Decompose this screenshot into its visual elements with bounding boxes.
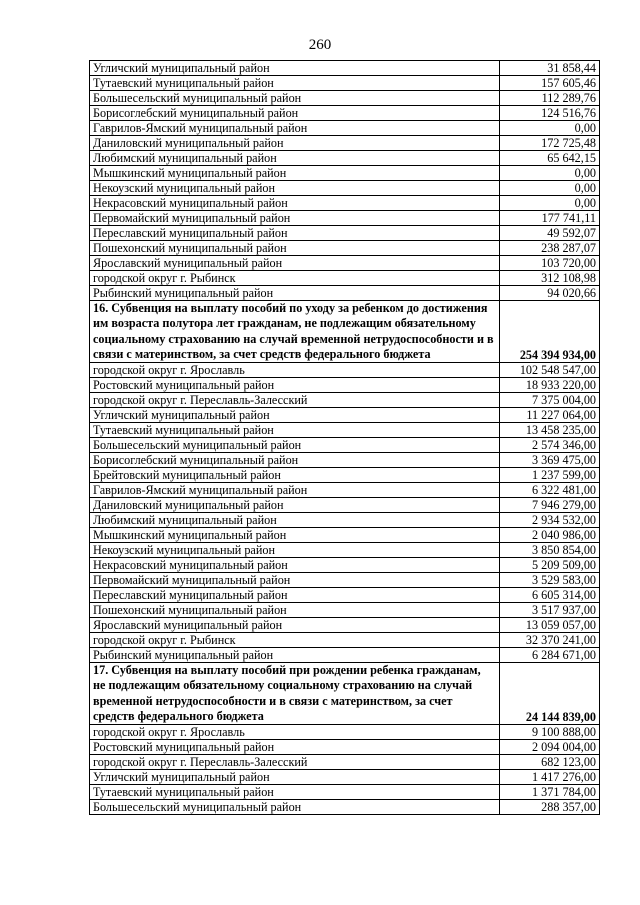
recipient-name-cell: Брейтовский муниципальный район (90, 468, 500, 483)
amount-cell: 177 741,11 (500, 211, 600, 226)
table-row (90, 241, 600, 256)
recipient-name-cell: Тутаевский муниципальный район (90, 785, 500, 800)
recipient-name-cell: Некоузский муниципальный район (90, 181, 500, 196)
table-row (90, 603, 600, 618)
recipient-name-cell: Мышкинский муниципальный район (90, 166, 500, 181)
page-number: 260 (308, 37, 332, 53)
table-row (90, 106, 600, 121)
table-row (90, 558, 600, 573)
table-row (90, 363, 600, 378)
table-row (90, 588, 600, 603)
table-row (90, 166, 600, 181)
table-row (90, 618, 600, 633)
table-row (90, 91, 600, 106)
recipient-name-cell: Тутаевский муниципальный район (90, 76, 500, 91)
table-row (90, 256, 600, 271)
recipient-name-cell: Борисоглебский муниципальный район (90, 106, 500, 121)
table-row (90, 740, 600, 755)
recipient-name-cell: Тутаевский муниципальный район (90, 423, 500, 438)
amount-cell: 0,00 (500, 166, 600, 181)
recipient-name-cell: Даниловский муниципальный район (90, 498, 500, 513)
section-title-cell: 16. Субвенция на выплату пособий по уходу за ребенком до достижения им возраста полутора лет гражданам, не подлежащим обязательному социальному страхованию на случай временной нетрудоспособности и в связи с материнством, за счет средств федерального бюджета (90, 301, 500, 363)
amount-cell: 238 287,07 (500, 241, 600, 256)
table-row (90, 151, 600, 166)
amount-cell: 31 858,44 (500, 61, 600, 76)
amount-cell: 94 020,66 (500, 286, 600, 301)
amount-cell: 288 357,00 (500, 800, 600, 815)
table-row (90, 61, 600, 76)
recipient-name-cell: Угличский муниципальный район (90, 770, 500, 785)
amount-cell: 7 946 279,00 (500, 498, 600, 513)
section-total-cell: 24 144 839,00 (500, 663, 600, 725)
recipient-name-cell: Большесельский муниципальный район (90, 800, 500, 815)
table-row (90, 271, 600, 286)
table-row (90, 286, 600, 301)
amount-cell: 0,00 (500, 121, 600, 136)
amount-cell: 6 284 671,00 (500, 648, 600, 663)
budget-table-body (90, 61, 600, 815)
table-row (90, 528, 600, 543)
recipient-name-cell: Ростовский муниципальный район (90, 740, 500, 755)
amount-cell: 13 059 057,00 (500, 618, 600, 633)
budget-table (89, 60, 600, 815)
recipient-name-cell: городской округ г. Рыбинск (90, 271, 500, 286)
table-row (90, 543, 600, 558)
recipient-name-cell: Некоузский муниципальный район (90, 543, 500, 558)
table-row (90, 800, 600, 815)
amount-cell: 103 720,00 (500, 256, 600, 271)
amount-cell: 3 517 937,00 (500, 603, 600, 618)
amount-cell: 13 458 235,00 (500, 423, 600, 438)
recipient-name-cell: Гаврилов-Ямский муниципальный район (90, 483, 500, 498)
amount-cell: 18 933 220,00 (500, 378, 600, 393)
recipient-name-cell: Любимский муниципальный район (90, 513, 500, 528)
amount-cell: 6 605 314,00 (500, 588, 600, 603)
amount-cell: 6 322 481,00 (500, 483, 600, 498)
amount-cell: 157 605,46 (500, 76, 600, 91)
recipient-name-cell: городской округ г. Ярославль (90, 725, 500, 740)
table-row (90, 453, 600, 468)
table-row (90, 513, 600, 528)
amount-cell: 2 040 986,00 (500, 528, 600, 543)
recipient-name-cell: Пошехонский муниципальный район (90, 241, 500, 256)
recipient-name-cell: Большесельский муниципальный район (90, 91, 500, 106)
section-row (90, 663, 600, 725)
recipient-name-cell: Любимский муниципальный район (90, 151, 500, 166)
recipient-name-cell: Борисоглебский муниципальный район (90, 453, 500, 468)
table-row (90, 483, 600, 498)
amount-cell: 2 934 532,00 (500, 513, 600, 528)
amount-cell: 2 574 346,00 (500, 438, 600, 453)
amount-cell: 11 227 064,00 (500, 408, 600, 423)
amount-cell: 7 375 004,00 (500, 393, 600, 408)
amount-cell: 9 100 888,00 (500, 725, 600, 740)
section-row (90, 301, 600, 363)
amount-cell: 1 371 784,00 (500, 785, 600, 800)
table-row (90, 378, 600, 393)
table-row (90, 121, 600, 136)
recipient-name-cell: Некрасовский муниципальный район (90, 558, 500, 573)
recipient-name-cell: Переславский муниципальный район (90, 226, 500, 241)
amount-cell: 1 417 276,00 (500, 770, 600, 785)
amount-cell: 2 094 004,00 (500, 740, 600, 755)
recipient-name-cell: Угличский муниципальный район (90, 408, 500, 423)
amount-cell: 32 370 241,00 (500, 633, 600, 648)
recipient-name-cell: Гаврилов-Ямский муниципальный район (90, 121, 500, 136)
table-row (90, 423, 600, 438)
amount-cell: 0,00 (500, 196, 600, 211)
amount-cell: 3 369 475,00 (500, 453, 600, 468)
recipient-name-cell: Первомайский муниципальный район (90, 573, 500, 588)
section-title-cell: 17. Субвенция на выплату пособий при рождении ребенка гражданам, не подлежащим обязательному социальному страхованию на случай временной нетрудоспособности и в связи с материнством, за счет средств федерального бюджета (90, 663, 500, 725)
table-row (90, 408, 600, 423)
table-row (90, 393, 600, 408)
table-row (90, 211, 600, 226)
recipient-name-cell: Некрасовский муниципальный район (90, 196, 500, 211)
recipient-name-cell: Мышкинский муниципальный район (90, 528, 500, 543)
amount-cell: 102 548 547,00 (500, 363, 600, 378)
table-row (90, 633, 600, 648)
table-row (90, 755, 600, 770)
amount-cell: 65 642,15 (500, 151, 600, 166)
section-total-cell: 254 394 934,00 (500, 301, 600, 363)
amount-cell: 5 209 509,00 (500, 558, 600, 573)
amount-cell: 0,00 (500, 181, 600, 196)
recipient-name-cell: Первомайский муниципальный район (90, 211, 500, 226)
recipient-name-cell: городской округ г. Рыбинск (90, 633, 500, 648)
table-row (90, 196, 600, 211)
table-row (90, 136, 600, 151)
table-row (90, 785, 600, 800)
recipient-name-cell: Большесельский муниципальный район (90, 438, 500, 453)
amount-cell: 49 592,07 (500, 226, 600, 241)
amount-cell: 1 237 599,00 (500, 468, 600, 483)
recipient-name-cell: Ярославский муниципальный район (90, 618, 500, 633)
amount-cell: 312 108,98 (500, 271, 600, 286)
table-row (90, 648, 600, 663)
amount-cell: 3 850 854,00 (500, 543, 600, 558)
amount-cell: 124 516,76 (500, 106, 600, 121)
table-row (90, 573, 600, 588)
recipient-name-cell: Даниловский муниципальный район (90, 136, 500, 151)
recipient-name-cell: Ростовский муниципальный район (90, 378, 500, 393)
amount-cell: 682 123,00 (500, 755, 600, 770)
recipient-name-cell: Ярославский муниципальный район (90, 256, 500, 271)
table-row (90, 498, 600, 513)
amount-cell: 3 529 583,00 (500, 573, 600, 588)
amount-cell: 172 725,48 (500, 136, 600, 151)
recipient-name-cell: Рыбинский муниципальный район (90, 286, 500, 301)
table-row (90, 770, 600, 785)
recipient-name-cell: Рыбинский муниципальный район (90, 648, 500, 663)
table-row (90, 438, 600, 453)
recipient-name-cell: городской округ г. Ярославль (90, 363, 500, 378)
recipient-name-cell: Пошехонский муниципальный район (90, 603, 500, 618)
recipient-name-cell: городской округ г. Переславль-Залесский (90, 393, 500, 408)
table-row (90, 181, 600, 196)
recipient-name-cell: Угличский муниципальный район (90, 61, 500, 76)
recipient-name-cell: Переславский муниципальный район (90, 588, 500, 603)
recipient-name-cell: городской округ г. Переславль-Залесский (90, 755, 500, 770)
table-row (90, 468, 600, 483)
table-row (90, 725, 600, 740)
table-row (90, 226, 600, 241)
table-row (90, 76, 600, 91)
amount-cell: 112 289,76 (500, 91, 600, 106)
